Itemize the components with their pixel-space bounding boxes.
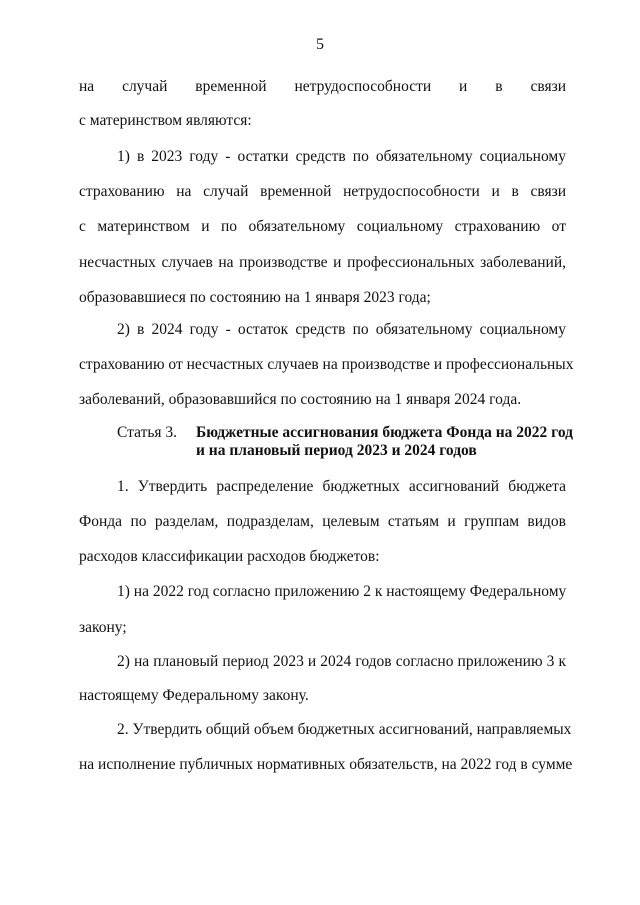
text-line-1: на случай временной нетрудоспособности и в связи [79,78,566,95]
page-number: 5 [316,36,324,53]
text-line-6: несчастных случаев на производстве и профессиональных заболеваний, [79,254,566,271]
article-title-line-2: и на плановый период 2023 и 2024 годов [196,442,477,459]
text-line-10: заболеваний, образовавшийся по состоянию на 1 января 2024 года. [79,391,522,408]
text-line-7: образовавшиеся по состоянию на 1 января 2023 года; [79,289,431,306]
text-line-9: страхованию от несчастных случаев на производстве и профессиональных [79,356,574,373]
text-line-13: расходов классификации расходов бюджетов: [79,548,380,565]
text-line-14: 1) на 2022 год согласно приложению 2 к настоящему Федеральному [117,583,567,600]
text-line-15: закону; [79,619,127,636]
text-line-5: с материнством и по обязательному социальному страхованию от [79,218,566,235]
text-line-18: 2. Утвердить общий объем бюджетных ассигнований, направляемых [117,721,572,738]
text-line-2: с материнством являются: [79,112,252,129]
article-label: Статья 3. [117,424,178,441]
text-line-17: настоящему Федеральному закону. [79,687,309,704]
text-line-12: Фонда по разделам, подразделам, целевым статьям и группам видов [79,513,566,530]
text-line-11: 1. Утвердить распределение бюджетных ассигнований бюджета [117,478,566,495]
text-line-19: на исполнение публичных нормативных обязательств, на 2022 год в сумме [79,756,573,773]
text-line-3: 1) в 2023 году - остатки средств по обязательному социальному [117,148,566,165]
text-line-4: страхованию на случай временной нетрудоспособности и в связи [79,183,566,200]
text-line-8: 2) в 2024 году - остаток средств по обязательному социальному [117,321,566,338]
text-line-16: 2) на плановый период 2023 и 2024 годов согласно приложению 3 к [117,653,566,670]
article-title-line-1: Бюджетные ассигнования бюджета Фонда на 2022 год [196,424,573,441]
